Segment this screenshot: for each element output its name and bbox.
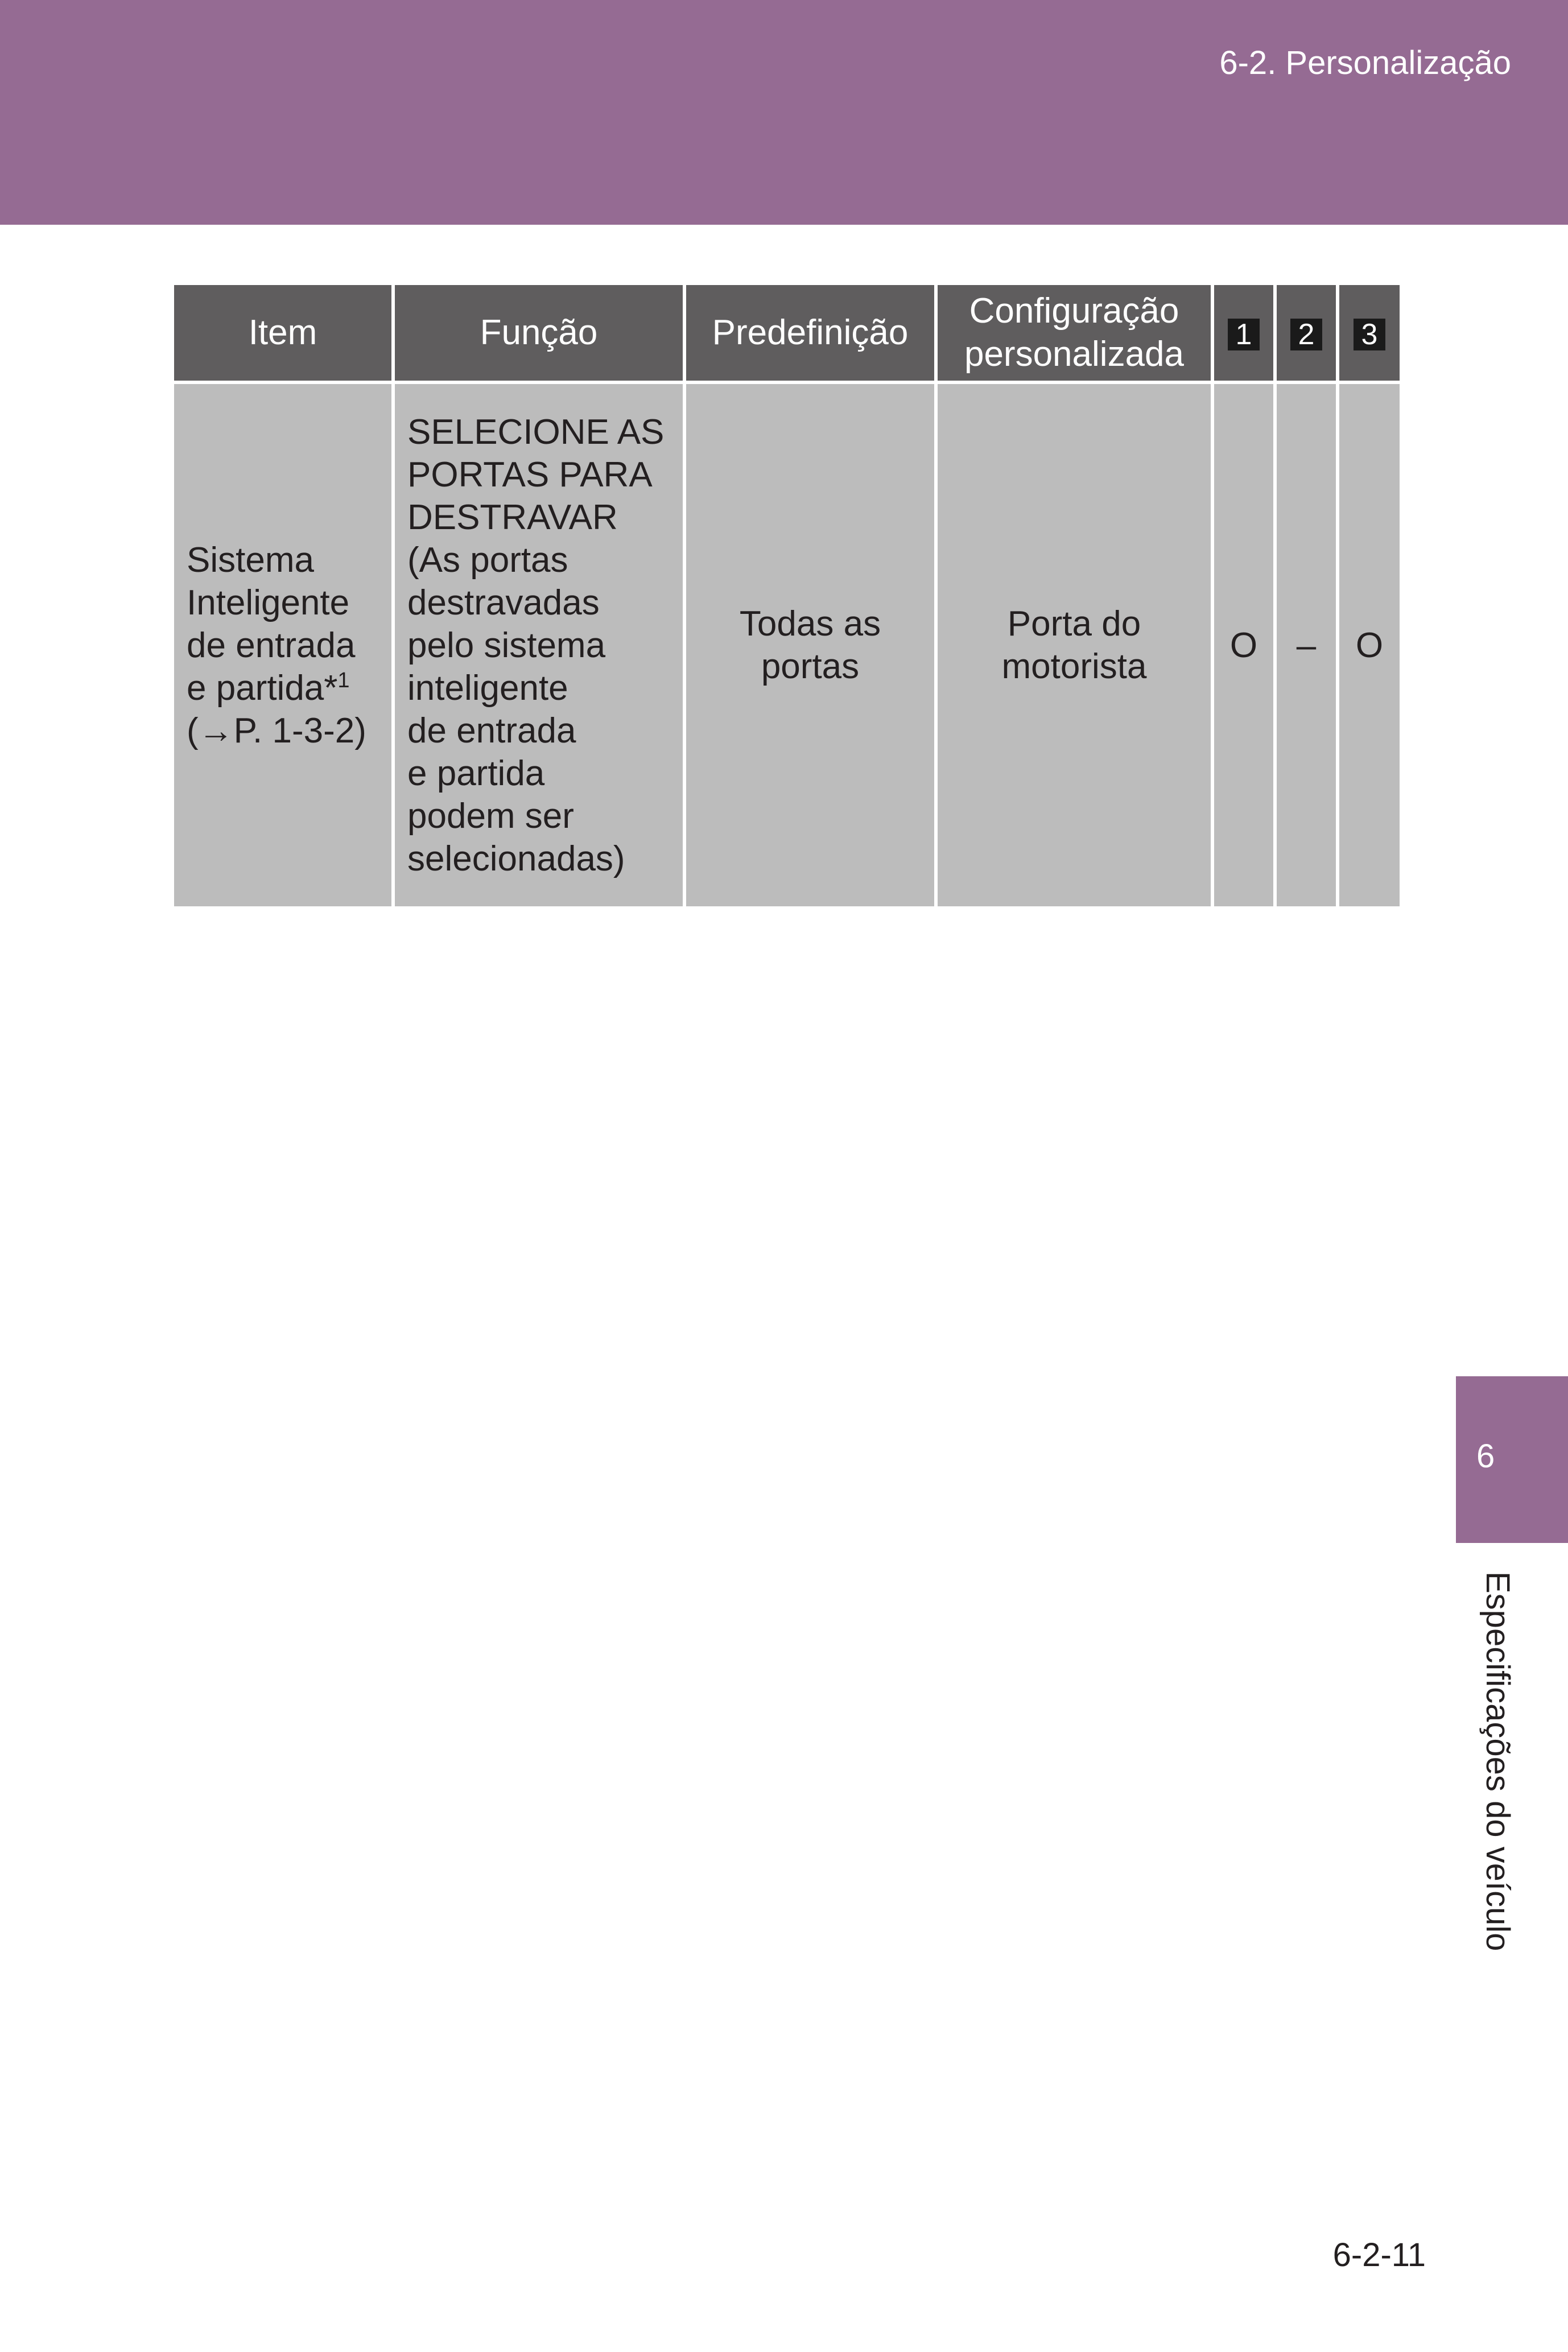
page-number: 6-2-11 xyxy=(1332,2237,1426,2273)
item-line: Sistema xyxy=(187,540,314,580)
column-header-method-1 xyxy=(1212,283,1275,382)
function-line: selecionadas) xyxy=(407,839,625,878)
chapter-number: 6 xyxy=(1476,1438,1495,1475)
section-title: 6-2. Personalização xyxy=(1219,44,1511,81)
item-line-with-footnote xyxy=(187,667,386,709)
function-cell xyxy=(393,382,684,908)
default-line: Todas as xyxy=(739,604,881,643)
function-line: SELECIONE AS xyxy=(407,412,665,452)
method-3-badge: 3 xyxy=(1354,319,1385,350)
column-header-custom-line2: personalizada xyxy=(964,335,1185,374)
column-header-default: Predefinição xyxy=(684,283,936,382)
item-line: de entrada xyxy=(187,625,356,665)
function-line: inteligente xyxy=(407,668,568,708)
column-header-method-3 xyxy=(1338,283,1401,382)
column-header-custom-setting xyxy=(936,283,1212,382)
function-line: (As portas xyxy=(407,540,568,580)
method-2-badge: 2 xyxy=(1290,319,1322,350)
method-1-cell: O xyxy=(1212,382,1275,908)
custom-line: motorista xyxy=(1001,647,1147,686)
function-line: de entrada xyxy=(407,711,576,750)
header-band xyxy=(0,0,1568,225)
function-line: PORTAS PARA xyxy=(407,455,653,494)
function-line: pelo sistema xyxy=(407,625,606,665)
item-line-text: e partida* xyxy=(187,668,338,708)
function-line: e partida xyxy=(407,753,545,793)
function-line: DESTRAVAR xyxy=(407,497,618,537)
item-page-reference: (→P. 1-3-2) xyxy=(187,711,366,750)
column-header-method-2 xyxy=(1275,283,1338,382)
function-line: podem ser xyxy=(407,796,574,836)
item-cell xyxy=(172,382,393,908)
default-line: portas xyxy=(761,647,860,686)
method-2-cell: – xyxy=(1275,382,1338,908)
table-row xyxy=(172,382,1401,908)
column-header-custom-line1: Configuração xyxy=(969,291,1179,331)
chapter-tab xyxy=(1456,1376,1568,1543)
function-line: destravadas xyxy=(407,583,600,622)
customization-table xyxy=(171,282,1403,910)
chapter-label: Especificações do veículo xyxy=(1479,1571,1516,1951)
item-line: Inteligente xyxy=(187,583,350,622)
footnote-marker: 1 xyxy=(337,668,350,692)
column-header-function: Função xyxy=(393,283,684,382)
column-header-item: Item xyxy=(172,283,393,382)
method-1-badge: 1 xyxy=(1228,319,1260,350)
custom-line: Porta do xyxy=(1007,604,1141,643)
method-3-cell: O xyxy=(1338,382,1401,908)
default-cell xyxy=(684,382,936,908)
custom-setting-cell xyxy=(936,382,1212,908)
table-header-row xyxy=(172,283,1401,382)
